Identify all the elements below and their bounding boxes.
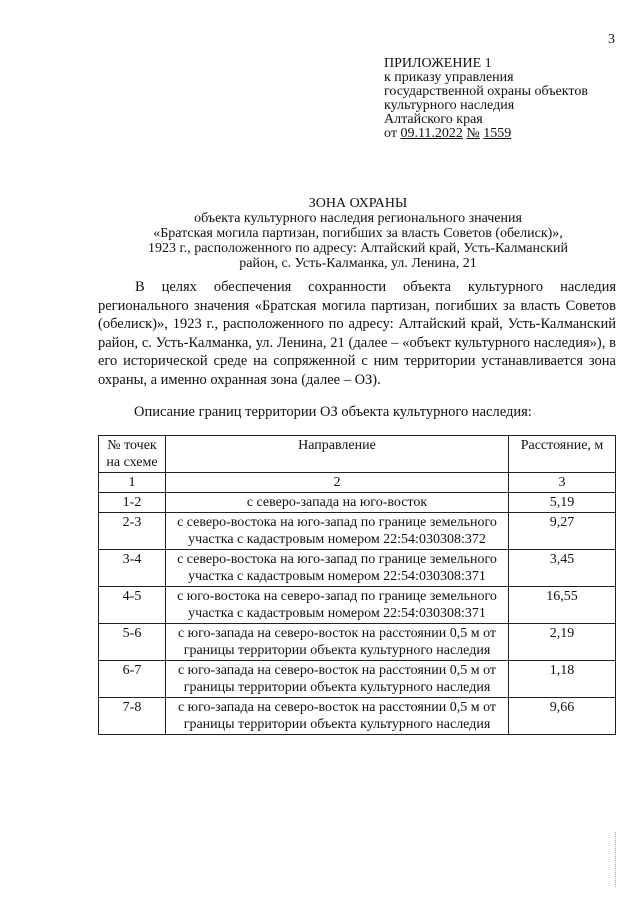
- points-cell: 2-3: [99, 513, 166, 550]
- table-row: [99, 587, 616, 624]
- table-row: [99, 624, 616, 661]
- index-cell: 1: [99, 473, 166, 493]
- points-cell: 3-4: [99, 550, 166, 587]
- table-row: [99, 513, 616, 550]
- distance-cell: 9,66: [509, 698, 616, 735]
- points-cell: 1-2: [99, 493, 166, 513]
- direction-cell: с юго-запада на северо-восток на расстоянии 0,5 м от границы территории объекта культурного наследия: [166, 698, 509, 735]
- appendix-block: [384, 57, 588, 141]
- number-sign: №: [466, 126, 480, 141]
- table-row: [99, 550, 616, 587]
- direction-cell: с северо-востока на юго-запад по границе земельного участка с кадастровым номером 22:54:030308:371: [166, 550, 509, 587]
- distance-cell: 9,27: [509, 513, 616, 550]
- zone-subtitle-line: объекта культурного наследия регионального значения: [194, 211, 522, 226]
- distance-cell: 16,55: [509, 587, 616, 624]
- appendix-title: ПРИЛОЖЕНИЕ 1: [384, 56, 492, 71]
- header-distance: Расстояние, м: [509, 436, 616, 473]
- table-row: [99, 661, 616, 698]
- index-cell: 3: [509, 473, 616, 493]
- distance-cell: 2,19: [509, 624, 616, 661]
- intro-paragraph: В целях обеспечения сохранности объекта культурного наследия регионального значения «Братская могила партизан, погибших за власть Советов (обелиск)», 1923 г., расположенного по адресу: Алтайский край, Усть-Калманский район, с. Усть-Калманка, ул. Ленина, 21 (далее – «объект культурного наследия»), в его исторической среде на сопряженной с ним территории устанавливается зона охраны, а именно охранная зона (далее – ОЗ).: [98, 279, 616, 388]
- table-row: [99, 698, 616, 735]
- appendix-date-line: [384, 127, 588, 141]
- direction-cell: с северо-востока на юго-запад по границе земельного участка с кадастровым номером 22:54:030308:372: [166, 513, 509, 550]
- header-direction: Направление: [166, 436, 509, 473]
- distance-cell: 3,45: [509, 550, 616, 587]
- date-prefix: от: [384, 126, 397, 141]
- table-caption: Описание границ территории ОЗ объекта культурного наследия:: [134, 404, 532, 420]
- appendix-line: государственной охраны объектов: [384, 84, 588, 99]
- distance-cell: 5,19: [509, 493, 616, 513]
- appendix-line: к приказу управления: [384, 70, 514, 85]
- zone-subtitle-line: 1923 г., расположенного по адресу: Алтайский край, Усть-Калманский: [148, 241, 568, 256]
- zone-subtitle-line: «Братская могила партизан, погибших за власть Советов (обелиск)»,: [153, 226, 563, 241]
- direction-cell: с юго-запада на северо-восток на расстоянии 0,5 м от границы территории объекта культурного наследия: [166, 624, 509, 661]
- direction-cell: с северо-запада на юго-восток: [166, 493, 509, 513]
- table-row: [99, 493, 616, 513]
- order-date: 09.11.2022: [400, 126, 463, 141]
- appendix-line: Алтайского края: [384, 112, 483, 127]
- appendix-line: культурного наследия: [384, 98, 515, 113]
- table-index-row: [99, 473, 616, 493]
- boundary-table: [98, 435, 616, 735]
- index-cell: 2: [166, 473, 509, 493]
- zone-title: ЗОНА ОХРАНЫ: [308, 196, 408, 211]
- header-points: № точек на схеме: [99, 436, 166, 473]
- order-number: 1559: [483, 126, 512, 141]
- scan-margin-mark: [615, 832, 618, 887]
- points-cell: 5-6: [99, 624, 166, 661]
- table-header-row: [99, 436, 616, 473]
- zone-subtitle-line: район, с. Усть-Калманка, ул. Ленина, 21: [239, 256, 477, 271]
- zone-heading: [98, 196, 618, 271]
- direction-cell: с юго-запада на северо-восток на расстоянии 0,5 м от границы территории объекта культурного наследия: [166, 661, 509, 698]
- direction-cell: с юго-востока на северо-запад по границе земельного участка с кадастровым номером 22:54:030308:371: [166, 587, 509, 624]
- points-cell: 4-5: [99, 587, 166, 624]
- distance-cell: 1,18: [509, 661, 616, 698]
- points-cell: 7-8: [99, 698, 166, 735]
- page-number: 3: [608, 32, 615, 47]
- points-cell: 6-7: [99, 661, 166, 698]
